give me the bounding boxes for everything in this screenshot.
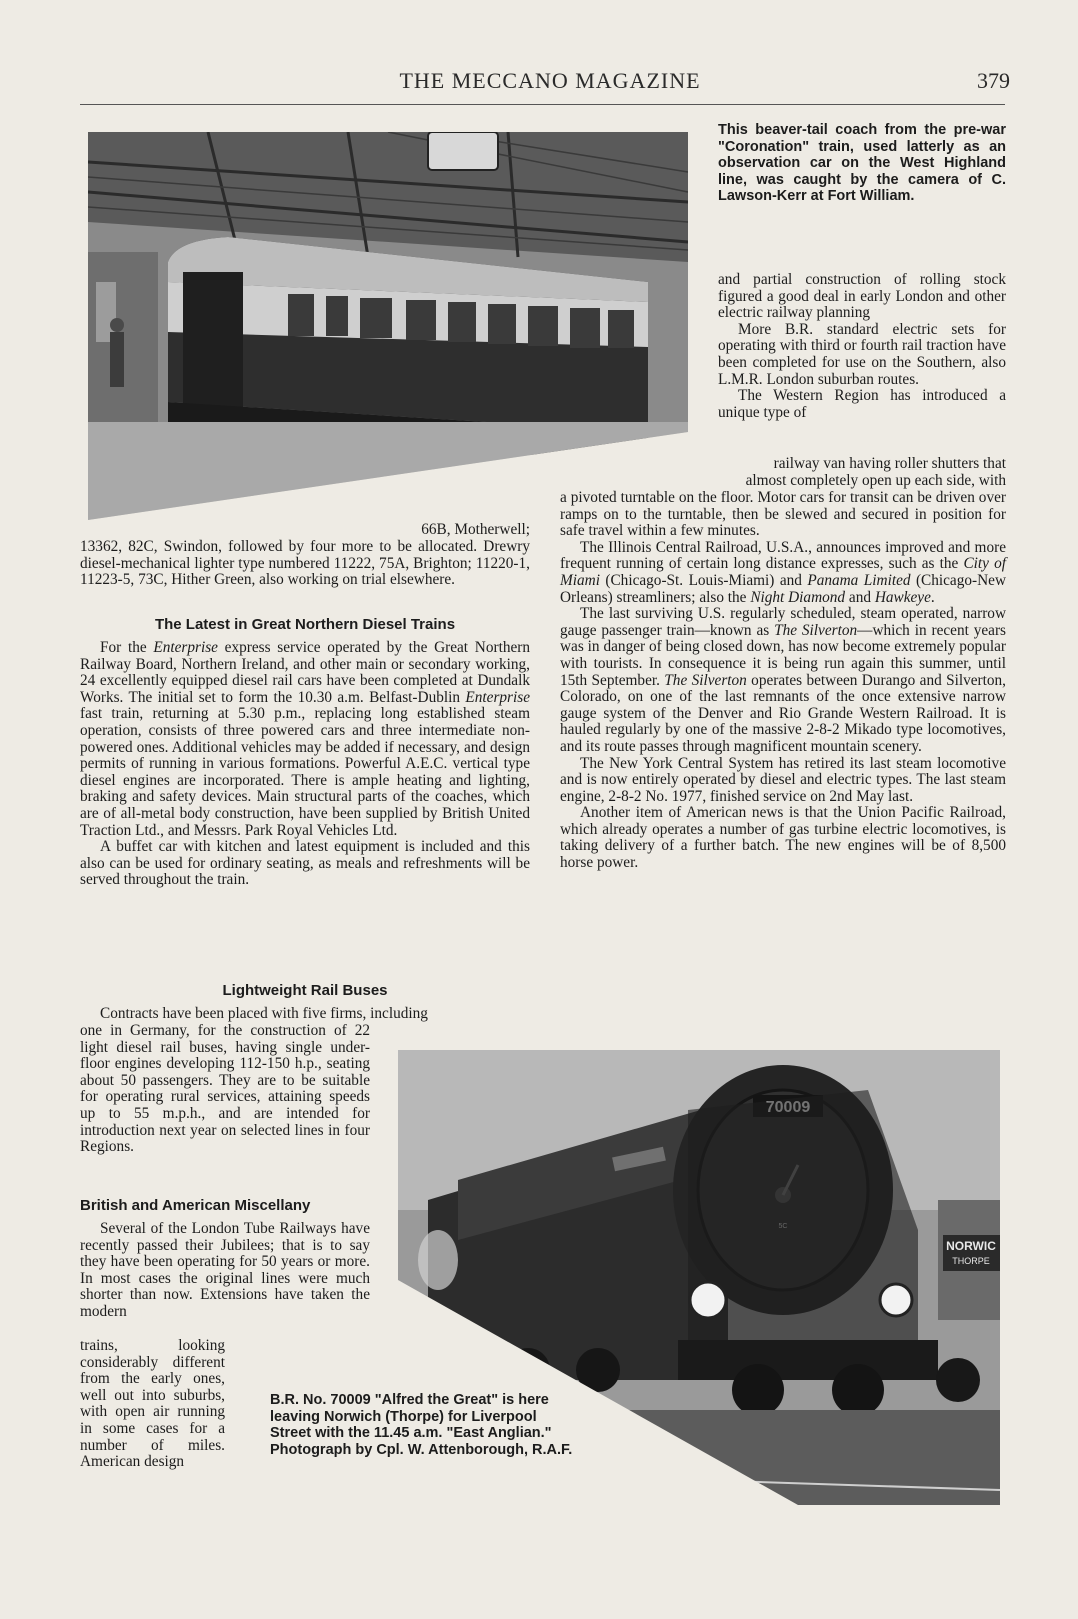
paragraph-western-region-a: The Western Region has introduced a unique type of: [718, 387, 1006, 421]
paragraph-western-region-c: almost completely open up each side, with: [745, 472, 1006, 489]
right-block-van-1: [668, 456, 1006, 473]
r5-text-c: operates between Durango and Silverton, Colorado, on one of the last remnants of the once extensive narrow gauge system of the Denver and Rio Grande Western Railroad. It is hauled regularly by one of the massive 2-8-2 Mikado type locomotives, and its route passes through magnificent mountain scenery.: [560, 671, 1007, 755]
station-sign-thorpe: THORPE: [952, 1256, 990, 1266]
right-block-van-2: [614, 473, 1006, 490]
paragraph-new-york-central: The New York Central System has retired its last steam locomotive and is now entirely operated by diesel and electric types. The last steam engine, 2-8-2 No. 1977, finished service on 2nd May last.: [560, 754, 1006, 805]
intro-line-1: 66B, Motherwell;: [421, 521, 530, 538]
paragraph-union-pacific: Another item of American news is that the Union Pacific Railroad, which already operates a number of gas turbine electric locomotives, is taking delivery of a further batch. The new engines will be of 8,500 horse power.: [560, 804, 1006, 872]
r4-emphasis-1: City of Miami: [560, 555, 1006, 589]
left-block-enterprise: [80, 640, 530, 889]
coach-photo: [88, 132, 688, 520]
r4-text-a: The Illinois Central Railroad, U.S.A., announces improved and more frequent running of certain long distance expresses, such as the: [560, 538, 1006, 573]
r5-text-b: —which in recent years was in danger of being closed down, has now become extremely popular with tourists. In consequence it is being run again this summer, until 15th September.: [560, 621, 1006, 689]
paragraph-silverton: [560, 606, 1006, 755]
paragraph-illinois: [560, 540, 1006, 606]
paragraph-rolling-stock: and partial construction of rolling stock figured a good deal in early London and other electric railway planning: [718, 271, 1006, 322]
p1-text-b: express service operated by the Great Northern Railway Board, Northern Ireland, and other main or secondary working, 24 excellently equipped diesel rail cars have been completed at Dundalk Works. The initial set to form the 10.30 a.m. Belfast-Dublin: [80, 639, 530, 706]
left-block-railbus: [80, 1023, 370, 1156]
caption-locomotive-photo: B.R. No. 70009 "Alfred the Great" is here leaving Norwich (Thorpe) for Liverpool Street with the 11.45 a.m. "East Anglian." Photograph by Cpl. W. Attenborough, R.A.F.: [270, 1392, 573, 1458]
r4-text-d: and: [845, 588, 875, 606]
paragraph-western-region-d: a pivoted turntable on the floor. Motor cars for transit can be driven over ramps on to the turntable, then be slewed and secured in position for safe travel within a few minutes.: [560, 489, 1006, 540]
right-block-top: [718, 272, 1006, 421]
heading-great-northern: The Latest in Great Northern Diesel Trains: [154, 616, 456, 633]
paragraph-railbus-lead: Contracts have been placed with five firms, including: [100, 1005, 428, 1022]
paragraph-electric-sets: More B.R. standard electric sets for operating with third or fourth rail traction have been completed for use on the Southern, also L.M.R. London suburban routes.: [718, 320, 1006, 388]
paragraph-buffet: A buffet car with kitchen and latest equipment is included and this also can be used for ordinary seating, as meals and refreshments will be served throughout the train.: [80, 838, 530, 889]
paragraph-tube-b: trains, looking considerably different from the early ones, well out into suburbs, with open air running in some cases for a number of miles. American design: [80, 1337, 225, 1471]
left-intro-tail: [380, 522, 530, 539]
page-number: 379: [977, 68, 1010, 93]
r4-text-c: (Chicago-New Orleans) streamliners; also the: [560, 571, 1006, 606]
r4-emphasis-3: Night Diamond: [750, 588, 846, 606]
r4-emphasis-4: Hawkeye: [874, 588, 931, 606]
paragraph-western-region-b: railway van having roller shutters that: [773, 455, 1006, 472]
magazine-title: THE MECCANO MAGAZINE: [399, 68, 701, 93]
paragraph-enterprise: [80, 640, 530, 839]
p1-text-c: fast train, returning at 5.30 p.m., replacing long established steam operation, consists of three powered cars and three intermediate non-powered ones. Additional vehicles may be added if necessary, and design permits of running in various formations. Powerful A.E.C. vertical type diesel engines are incorporated. There is ample heating and lighting, braking and safety devices. Main structural parts of the coaches, which are of all-metal body construction, have been supplied by British United Traction Ltd., and Messrs. Park Royal Vehicles Ltd.: [80, 705, 530, 839]
caption-coach-photo: This beaver-tail coach from the pre-war "Coronation" train, used latterly as an observation car on the West Highland line, was caught by the camera of C. Lawson-Kerr at Fort William.: [718, 122, 1006, 204]
heading-rail-buses: Lightweight Rail Buses: [222, 982, 388, 999]
r5-text-a: The last surviving U.S. regularly scheduled, steam operated, narrow gauge passenger train—known as: [560, 605, 1006, 639]
heading-miscellany: British and American Miscellany: [80, 1197, 311, 1214]
paragraph-railbus: one in Germany, for the construction of 22 light diesel rail buses, having single under-floor engines developing 112-150 h.p., seating about 50 passengers. They are to be suitable for operating rural services, attaining speeds up to 55 m.p.h., and are intended for introduction next year on selected lines in four Regions.: [80, 1022, 370, 1156]
r4-text-e: .: [930, 588, 935, 606]
p1-emphasis-1: Enterprise: [153, 639, 218, 656]
intro-paragraph: 13362, 82C, Swindon, followed by four more to be allocated. Drewry diesel-mechanical lighter type numbered 11222, 75A, Brighton; 11220-1, 11223-5, 73C, Hither Green, also working on trial elsewhere.: [80, 538, 530, 589]
left-intro-para: [80, 539, 530, 589]
p1-emphasis-2: Enterprise: [465, 688, 530, 706]
right-block-main: [560, 490, 1006, 872]
station-sign-norwich: NORWIC: [946, 1239, 996, 1253]
left-block-tube-narrow: [80, 1338, 225, 1471]
paragraph-tube-a: Several of the London Tube Railways have recently passed their Jubilees; that is to say they have been operating for 50 years or more. In most cases the original lines were much shorter than now. Extensions have taken the modern: [80, 1220, 370, 1320]
r4-emphasis-2: Panama Limited: [807, 571, 911, 589]
header-rule: [80, 104, 1005, 105]
left-block-railbus-lead: [80, 1006, 530, 1023]
p1-text-a: For the: [100, 639, 154, 656]
r5-emphasis-1: The Silverton: [774, 621, 858, 639]
r4-text-b: (Chicago-St. Louis-Miami) and: [599, 571, 808, 589]
r5-emphasis-2: The Silverton: [664, 671, 747, 689]
left-block-tube: [80, 1221, 370, 1321]
